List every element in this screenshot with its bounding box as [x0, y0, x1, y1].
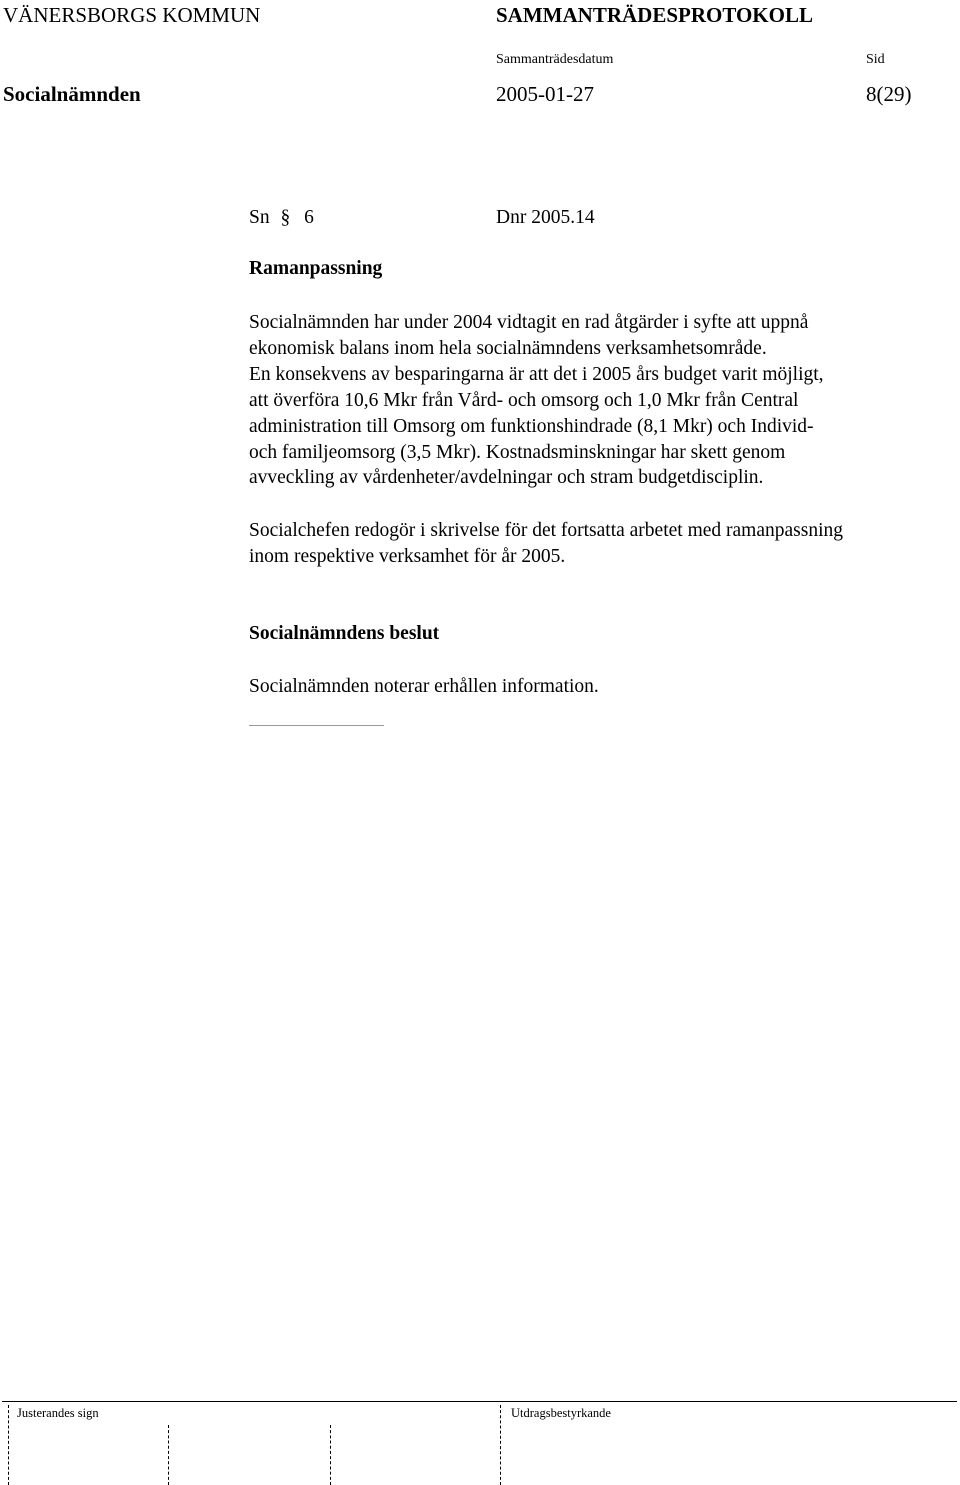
- paragraph-line: och familjeomsorg (3,5 Mkr). Kostnadsminskningar har skett genom: [249, 441, 786, 463]
- decision-text: Socialnämnden noterar erhållen information.: [249, 676, 599, 697]
- section-number: 6: [304, 207, 314, 228]
- footer-justerandes-sign: Justerandes sign: [17, 1406, 99, 1420]
- diary-number: Dnr 2005.14: [496, 207, 595, 228]
- page-label: Sid: [866, 52, 885, 67]
- committee-name: Socialnämnden: [3, 82, 141, 106]
- document-type: SAMMANTRÄDESPROTOKOLL: [496, 3, 813, 27]
- date-label: Sammanträdesdatum: [496, 52, 614, 67]
- paragraph-line: Socialnämnden har under 2004 vidtagit en rad åtgärder i syfte att uppnå: [249, 312, 809, 333]
- footer-utdragsbestyrkande: Utdragsbestyrkande: [511, 1406, 611, 1420]
- signature-rule: [249, 725, 384, 726]
- footer-rule: [2, 1401, 957, 1402]
- decision-heading: Socialnämndens beslut: [249, 623, 440, 644]
- signature-box-divider: [8, 1405, 9, 1485]
- paragraph-line: ekonomisk balans inom hela socialnämndens verksamhetsområde.: [249, 337, 767, 359]
- signature-box-divider: [168, 1425, 169, 1485]
- section-symbol: §: [280, 207, 291, 228]
- paragraph-line: avveckling av vårdenheter/avdelningar och stram budgetdisciplin.: [249, 467, 764, 489]
- item-title: Ramanpassning: [249, 258, 383, 279]
- signature-box-divider: [330, 1425, 331, 1485]
- paragraph-1: [249, 310, 949, 491]
- page-number: 8(29): [866, 82, 912, 106]
- municipality-name: VÄNERSBORGS KOMMUN: [3, 3, 261, 27]
- paragraph-line: Socialchefen redogör i skrivelse för det fortsatta arbetet med ramanpassning: [249, 520, 843, 541]
- meeting-date: 2005-01-27: [496, 82, 594, 106]
- signature-box-divider: [500, 1405, 501, 1485]
- paragraph-line: inom respektive verksamhet för år 2005.: [249, 545, 566, 567]
- paragraph-2: [249, 518, 949, 570]
- paragraph-line: En konsekvens av besparingarna är att det i 2005 års budget varit möjligt,: [249, 363, 824, 385]
- item-number: [249, 205, 314, 231]
- item-sn: Sn: [249, 207, 270, 228]
- paragraph-line: administration till Omsorg om funktionshindrade (8,1 Mkr) och Individ-: [249, 415, 814, 437]
- paragraph-line: att överföra 10,6 Mkr från Vård- och omsorg och 1,0 Mkr från Central: [249, 389, 799, 411]
